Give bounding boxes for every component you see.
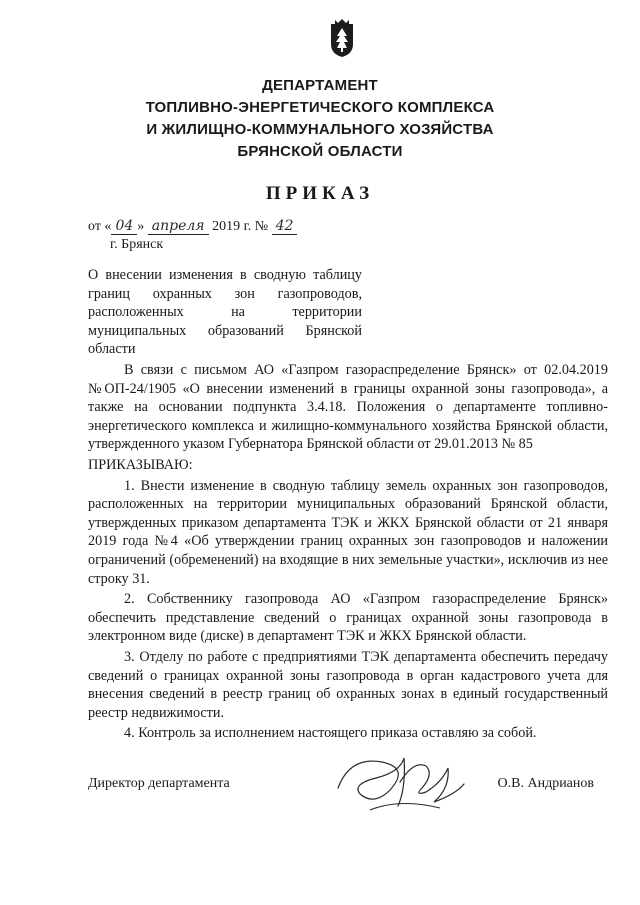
intro-paragraph: В связи с письмом АО «Газпром газораспределение Брянск» от 02.04.2019 №ОП-24/1905 «О внесении изменений в границы охранной зоны газопровода», а также на основании подпункта 3.4.18. Положения о департаменте топливно-энергетического комплекса и жилищно-коммунального хозяйства Брянской области, утвержденного указом Губернатора Брянской области от 29.01.2013 № 85 [88,362,608,453]
order-day: 04 [111,218,137,235]
order-dateline [88,218,297,235]
department-header-line: ТОПЛИВНО-ЭНЕРГЕТИЧЕСКОГО КОМПЛЕКСА [145,99,495,116]
department-header-line: И ЖИЛИЩНО-КОММУНАЛЬНОГО ХОЗЯЙСТВА [146,121,494,138]
subject-line: муниципальных образований Брянской [88,322,362,339]
order-item: 2. Собственнику газопровода АО «Газпром газораспределение Брянск» обеспечить представление сведений о границах охранной зоны газопровода в электронном виде (диске) в департамент ТЭК и ЖКХ Брянской области. [88,591,608,645]
handwritten-signature-icon [330,748,470,818]
subject-line: О внесении изменения в сводную таблицу [88,267,362,283]
signatory-name: О.В. Андрианов [497,776,594,791]
coat-of-arms-emblem-icon [325,18,359,58]
order-city: г. Брянск [110,237,164,252]
subject-line: границ охранных зон газопроводов, [88,285,362,302]
dateline-mid: » [137,219,145,234]
order-number: 42 [272,218,298,235]
order-subject [88,266,362,359]
order-body [88,361,608,745]
subject-line: расположенных на территории [88,304,362,320]
order-item: 4. Контроль за исполнением настоящего приказа оставляю за собой. [124,725,537,742]
subject-line: области [88,341,136,357]
document-title: ПРИКАЗ [265,183,375,204]
order-year: 2019 г. № [212,219,269,234]
department-header-line: ДЕПАРТАМЕНТ [262,77,378,94]
dateline-prefix: от « [88,219,112,234]
order-word: ПРИКАЗЫВАЮ: [88,456,193,473]
department-header [0,75,640,163]
order-month: апреля [148,218,209,235]
signatory-title: Директор департамента [88,776,230,791]
department-header-line: БРЯНСКОЙ ОБЛАСТИ [237,143,403,160]
order-item: 1. Внести изменение в сводную таблицу земель охранных зон газопроводов, расположенных на территории муниципальных образований Брянской области, утвержденных приказом департамента ТЭК и ЖКХ Брянской области от 21 января 2019 года №4 «Об утверждении границ охранных зон газопроводов и наложении ограничений (обременений) на входящие в них земельные участки», исключив из нее строку 31. [88,477,608,587]
order-item: 3. Отделу по работе с предприятиями ТЭК департамента обеспечить передачу сведений о границах охранной зоны газопровода в орган кадастрового учета для внесения сведений в реестр границ об охранных зонах в единый государственный реестр недвижимости. [88,648,608,721]
